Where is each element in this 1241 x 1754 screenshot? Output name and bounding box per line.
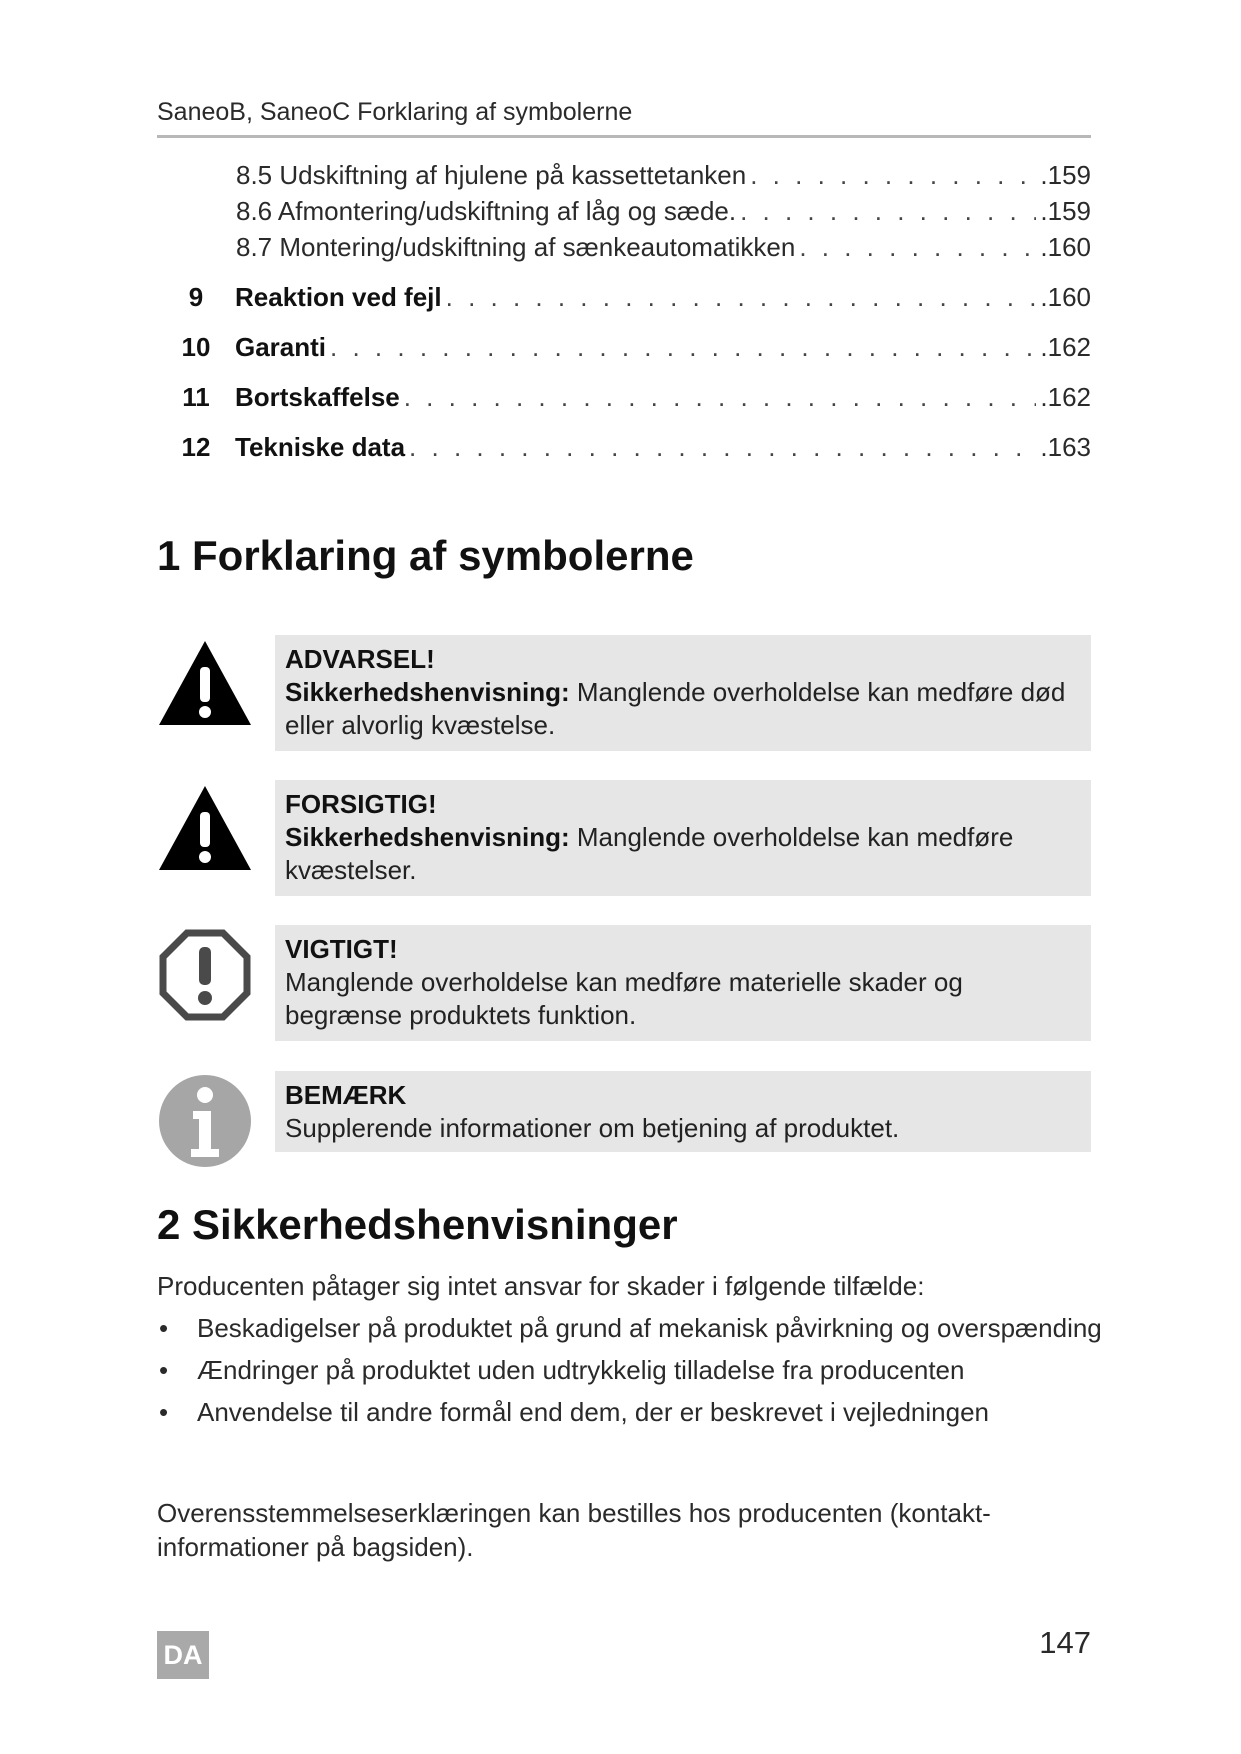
notice-warning: [157, 635, 1091, 751]
toc-page: .160: [1040, 232, 1091, 262]
toc-entry[interactable]: [157, 282, 1091, 332]
toc-leader: [446, 282, 1037, 313]
toc-page: .162: [1040, 332, 1091, 362]
section-heading-symbols: 1 Forklaring af symbolerne: [157, 532, 694, 579]
toc-title: 8.7 Montering/udskiftning af sænkeautomatikken: [236, 232, 796, 262]
toc-subentry[interactable]: [157, 196, 1091, 232]
section-heading-safety: 2 Sikkerhedshenvisninger: [157, 1201, 678, 1248]
toc-entry[interactable]: [157, 382, 1091, 432]
list-item: • Beskadigelser på produktet på grund af mekanisk påvirkning og overspænding: [157, 1313, 1102, 1355]
notice-note: [157, 1071, 1091, 1152]
toc-number: 11: [182, 382, 210, 412]
info-icon: [157, 1073, 253, 1169]
list-item: • Anvendelse til andre formål end dem, der er beskrevet i vejledningen: [157, 1397, 1102, 1439]
liability-list: [157, 1313, 1102, 1439]
notice-label: ADVARSEL!: [285, 644, 435, 674]
notice-text: Manglende overholdelse kan medføre materielle skader og begrænse produktets funktion.: [285, 967, 963, 1030]
toc-title: Reaktion ved fejl: [235, 282, 442, 312]
toc-leader: [330, 332, 1036, 363]
notice-lead: Sikkerhedshenvisning:: [285, 677, 570, 707]
toc-title: Tekniske data: [235, 432, 406, 462]
notice-text: Supplerende informationer om betjening af produktet.: [285, 1113, 900, 1143]
caution-triangle-icon: [157, 782, 253, 878]
toc-page: .160: [1040, 282, 1091, 312]
declaration-text: Overensstemmelseserklæringen kan bestilles hos producenten (kontakt- informationer på bagsiden).: [157, 1498, 991, 1562]
toc-title: 8.6 Afmontering/udskiftning af låg og sæde.: [236, 196, 737, 226]
warning-triangle-icon: [157, 637, 253, 733]
toc-entry[interactable]: [157, 432, 1091, 482]
toc-leader: [740, 196, 1036, 227]
notice-box: [275, 925, 1091, 1041]
toc-page: .163: [1040, 432, 1091, 462]
toc-page: .159: [1040, 196, 1091, 226]
list-item: • Ændringer på produktet uden udtrykkelig tilladelse fra producenten: [157, 1355, 1102, 1397]
toc-page: .162: [1040, 382, 1091, 412]
language-badge: DA: [157, 1631, 209, 1679]
toc-subentry[interactable]: [157, 160, 1091, 196]
notice-box: [275, 635, 1091, 751]
notice-box: [275, 1071, 1091, 1152]
toc-title: Garanti: [235, 332, 327, 362]
notice-lead: Sikkerhedshenvisning:: [285, 822, 570, 852]
toc-title: 8.5 Udskiftning af hjulene på kassettetanken: [236, 160, 747, 190]
notice-label: FORSIGTIG!: [285, 789, 437, 819]
notice-important: [157, 925, 1091, 1041]
table-of-contents: [157, 160, 1091, 482]
running-header: SaneoB, SaneoC Forklaring af symbolerne: [157, 98, 1091, 138]
toc-leader: [409, 432, 1036, 463]
important-octagon-icon: [157, 927, 253, 1023]
notice-label: BEMÆRK: [285, 1080, 407, 1110]
toc-number: 12: [181, 432, 211, 462]
page-number: 147: [1039, 1625, 1091, 1660]
notice-box: [275, 780, 1091, 896]
notice-caution: [157, 780, 1091, 896]
toc-title: Bortskaffelse: [235, 382, 400, 412]
toc-leader: [750, 160, 1036, 191]
toc-number: 10: [181, 332, 211, 362]
notice-label: VIGTIGT!: [285, 934, 398, 964]
toc-entry[interactable]: [157, 332, 1091, 382]
notice-text: Manglende overholdelse kan medføre død eller alvorlig kvæstelse.: [285, 677, 1066, 740]
toc-number: 9: [188, 282, 204, 312]
toc-leader: [799, 232, 1036, 263]
toc-subentry[interactable]: [157, 232, 1091, 268]
toc-leader: [404, 382, 1037, 413]
notice-text: Manglende overholdelse kan medføre kvæstelser.: [285, 822, 1014, 885]
toc-page: .159: [1040, 160, 1091, 190]
safety-intro: Producenten påtager sig intet ansvar for skader i følgende tilfælde:: [157, 1271, 925, 1301]
